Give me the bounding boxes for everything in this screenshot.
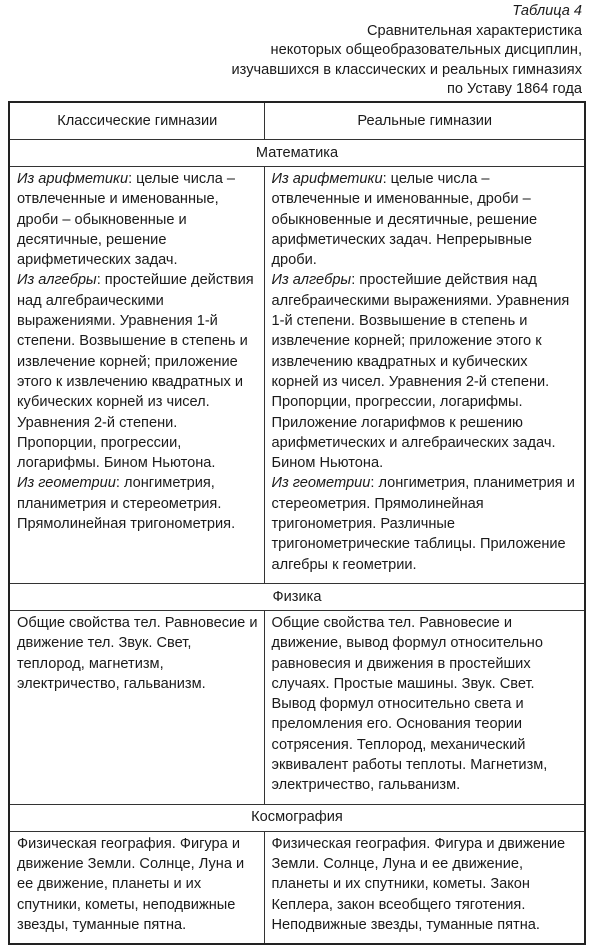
section-title: Физика xyxy=(9,583,585,610)
section-title: Космография xyxy=(9,804,585,831)
subject-label: Из геометрии xyxy=(17,475,116,492)
cell-real xyxy=(264,167,585,584)
section-row-physics xyxy=(9,583,585,610)
section-row-mathematics xyxy=(9,140,585,167)
cell-classical xyxy=(9,167,264,584)
subject-text: : простейшие действия над алгебраическими выражениями. Уравнения 1-й степени. Возвышение в степень и извлечение корней; приложение этого к извлечению квадратных и кубических корней из чисел. Уравнения 2-й степени. Пропорции, прогрессии, логарифмы. Бином Ньютона. xyxy=(17,272,254,472)
subject-text: : целые числа – отвлеченные и именованные, дроби – обыкновенные и десятичные, решение арифметических задач. Непрерывные дроби. xyxy=(271,171,538,269)
subject-text: : лонгиметрия, планиметрия и стереометрия. Прямолинейная тригонометрия. xyxy=(17,475,236,533)
comparison-table xyxy=(8,101,586,945)
cell-classical: Общие свойства тел. Равновесие и движение тел. Звук. Свет, теплород, магнетизм, электричество, гальванизм. xyxy=(9,610,264,804)
header-row xyxy=(9,102,585,140)
table-number: Таблица 4 xyxy=(512,3,582,19)
subject-text: : простейшие действия над алгебраическими выражениями. Уравнения 1-й степени. Возвышение в степень и извлечение корней; приложение этого к извлечению квадратных и кубических корней из чисел. Уравнения 2-й степени. Пропорции, прогрессии, логарифмы. Приложение логарифмов к решению арифметических и алгебраических задач. Бином Ньютона. xyxy=(271,272,570,472)
caption-line: по Уставу 1864 года xyxy=(446,81,582,98)
subject-label: Из арифметики xyxy=(17,171,129,187)
subject-label: Из алгебры xyxy=(271,272,352,289)
caption-line: Сравнительная характеристика xyxy=(366,22,582,39)
caption-line: изучавшихся в классических и реальных гимназиях xyxy=(231,61,582,78)
table-row xyxy=(9,610,585,804)
table-row xyxy=(9,831,585,944)
subject-label: Из геометрии xyxy=(271,475,371,492)
subject-label: Из арифметики xyxy=(271,171,383,187)
subject-text: : целые числа – отвлеченные и именованные, дроби – обыкновенные и десятичные, решение арифметических задач. xyxy=(17,171,236,269)
cell-classical: Физическая география. Фигура и движение Земли. Солнце, Луна и ее движение, планеты и их спутники, кометы, неподвижные звезды, туманные пятна. xyxy=(9,831,264,944)
subject-text: : лонгиметрия, планиметрия и стереометрия. Прямолинейная тригонометрия. Различные тригонометрические таблицы. Приложение алгебры к геометрии. xyxy=(271,475,575,573)
cell-real: Общие свойства тел. Равновесие и движение, вывод формул относительно равновесия и движения в простейших случаях. Простые машины. Звук. Свет. Вывод формул относительно света и преломления его. Основания теории сотрясения. Теплород, механический эквивалент работы теплоты. Магнетизм, электричество, гальванизм. xyxy=(264,610,585,804)
subject-label: Из алгебры xyxy=(17,272,97,289)
section-title: Математика xyxy=(9,140,585,167)
header-real: Реальные гимназии xyxy=(264,102,585,140)
header-classical: Классические гимназии xyxy=(9,102,264,140)
caption-line: некоторых общеобразовательных дисциплин, xyxy=(270,42,582,59)
cell-real: Физическая география. Фигура и движение Земли. Солнце, Луна и ее движение, планеты и их спутники, кометы. Закон Кеплера, закон всеобщего тяготения. Неподвижные звезды, туманные пятна. xyxy=(264,831,585,944)
table-row xyxy=(9,167,585,584)
table-caption xyxy=(232,2,582,100)
section-row-cosmography xyxy=(9,804,585,831)
